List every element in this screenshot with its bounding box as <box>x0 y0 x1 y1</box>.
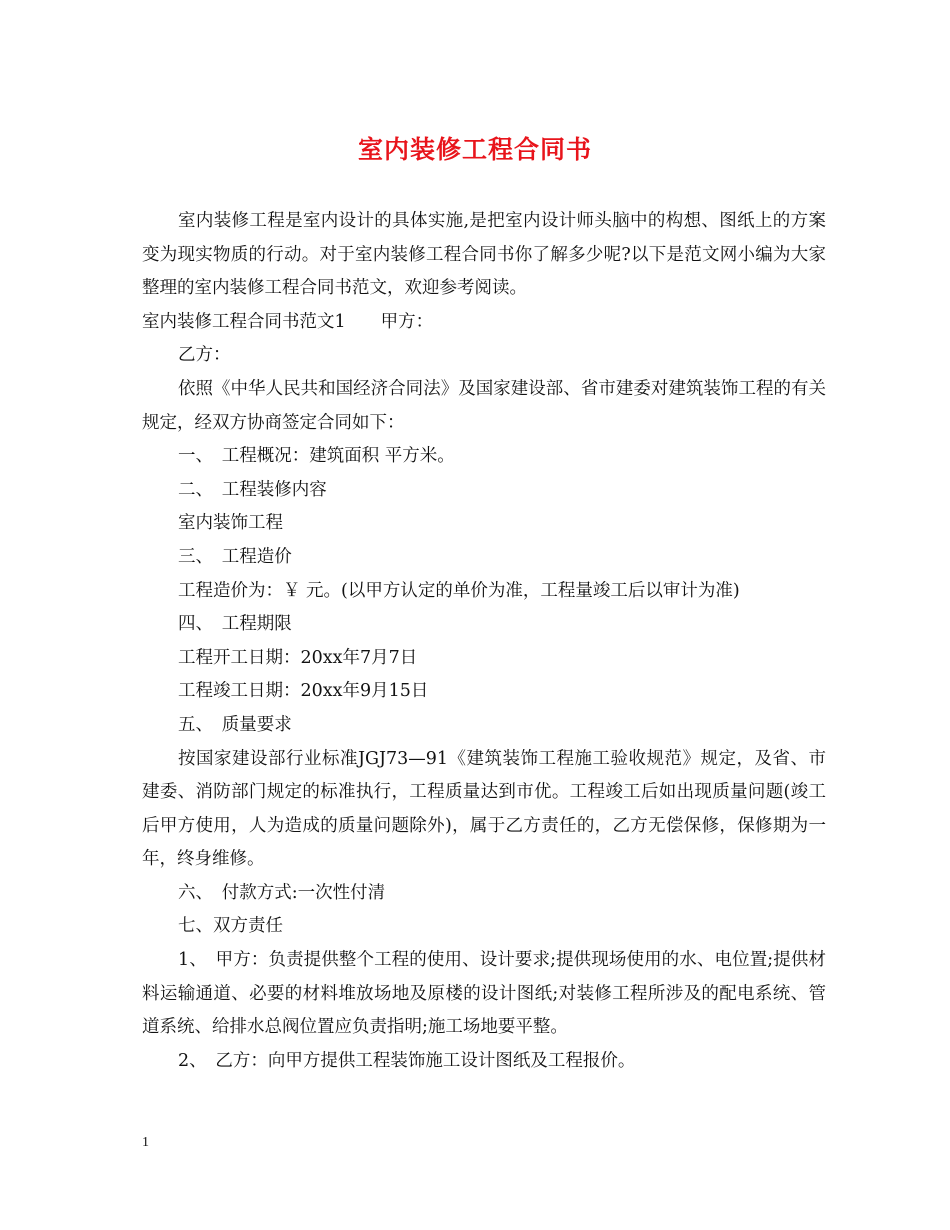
section-4-paragraph: 四、 工程期限 <box>178 614 292 635</box>
section-5-paragraph: 五、 质量要求 <box>178 714 292 735</box>
basis-paragraph: 依照《中华人民共和国经济合同法》及国家建设部、省市建委对建筑装饰工程的有关规定，经双方协商签定合同如下： <box>142 378 826 433</box>
section-7-paragraph: 七、双方责任 <box>178 916 283 937</box>
section-3-content: 工程造价为：￥ 元。(以甲方认定的单价为准，工程量竣工后以审计为准) <box>178 580 740 601</box>
document-title: 室内装修工程合同书 <box>357 135 592 164</box>
page-number: 1 <box>142 1135 149 1150</box>
section-1-paragraph: 一、 工程概况：建筑面积 平方米。 <box>178 446 455 467</box>
sample-heading-paragraph: 室内装修工程合同书范文1 甲方： <box>142 311 434 332</box>
party-b-duty-paragraph: 2、 乙方：向甲方提供工程装饰施工设计图纸及工程报价。 <box>178 1050 636 1071</box>
section-2-content: 室内装饰工程 <box>178 513 283 534</box>
section-2-paragraph: 二、 工程装修内容 <box>178 479 327 500</box>
section-3-paragraph: 三、 工程造价 <box>178 546 292 567</box>
intro-paragraph: 室内装修工程是室内设计的具体实施,是把室内设计师头脑中的构想、图纸上的方案变为现实物质的行动。对于室内装修工程合同书你了解多少呢?以下是范文网小编为大家整理的室内装修工程合同书范文，欢迎参考阅读。 <box>142 211 826 299</box>
party-a-duty-paragraph: 1、 甲方：负责提供整个工程的使用、设计要求;提供现场使用的水、电位置;提供材料运输通道、必要的材料堆放场地及原楼的设计图纸;对装修工程所涉及的配电系统、管道系统、给排水总阀位置应负责指明;施工场地要平整。 <box>142 950 826 1038</box>
document-body <box>142 205 826 1078</box>
section-6-paragraph: 六、 付款方式:一次性付清 <box>178 882 386 903</box>
start-date-paragraph: 工程开工日期：20xx年7月7日 <box>178 647 418 668</box>
quality-paragraph: 按国家建设部行业标准JGJ73—91《建筑装饰工程施工验收规范》规定，及省、市建委、消防部门规定的标准执行，工程质量达到市优。工程竣工后如出现质量问题(竣工后甲方使用，人为造成的质量问题除外)，属于乙方责任的，乙方无偿保修，保修期为一年，终身维修。 <box>142 748 826 870</box>
end-date-paragraph: 工程竣工日期：20xx年9月15日 <box>178 681 429 702</box>
party-b-paragraph: 乙方： <box>178 345 231 366</box>
